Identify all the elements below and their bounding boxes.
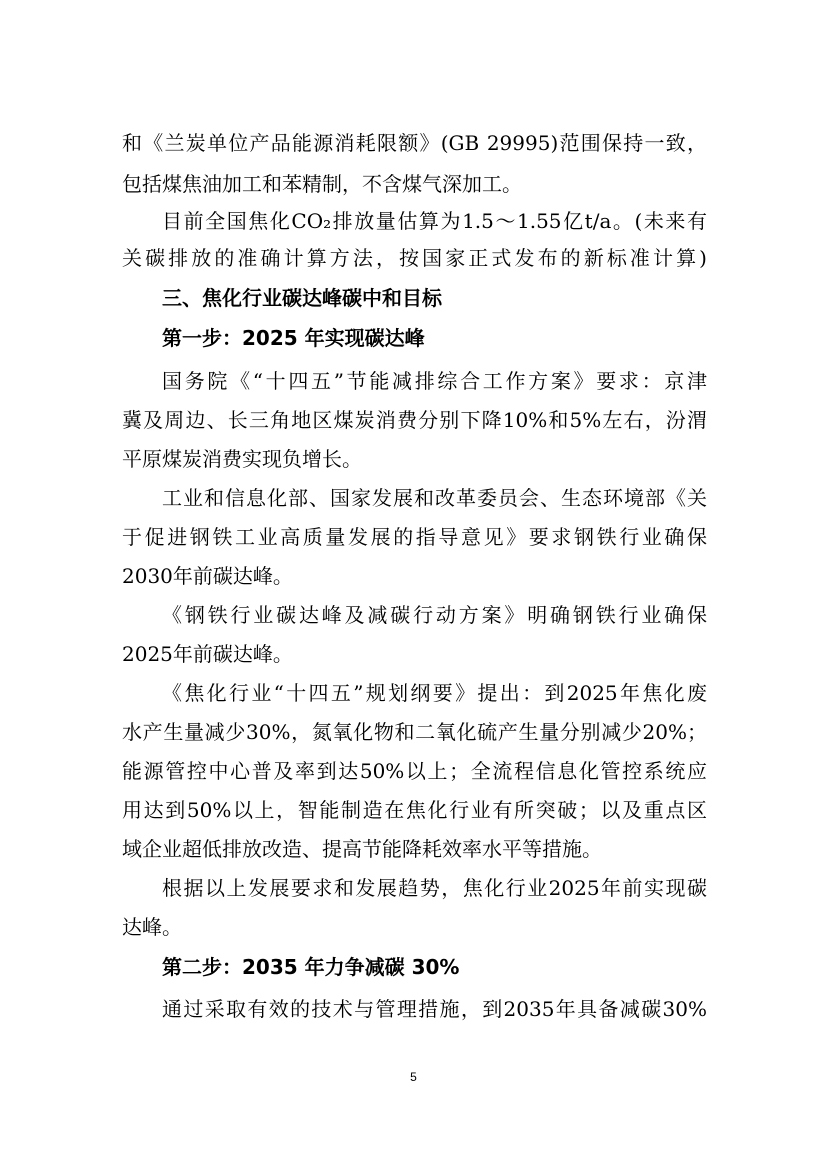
body-text-line: 和《兰炭单位产品能源消耗限额》(GB 29995)范围保持一致， xyxy=(122,131,707,155)
body-text-line: 用达到50%以上，智能制造在焦化行业有所突破；以及重点区 xyxy=(122,798,707,822)
body-text-line: 《焦化行业“十四五”规划纲要》提出：到2025年焦化废 xyxy=(162,681,707,705)
section-heading: 三、焦化行业碳达峰碳中和目标 xyxy=(162,286,442,310)
body-text-line: 于促进钢铁工业高质量发展的指导意见》要求钢铁行业确保 xyxy=(122,525,707,549)
body-text-line: 工业和信息化部、国家发展和改革委员会、生态环境部《关 xyxy=(162,486,707,510)
body-text-line: 《钢铁行业碳达峰及减碳行动方案》明确钢铁行业确保 xyxy=(162,603,707,627)
body-text-line: 通过采取有效的技术与管理措施，到2035年具备减碳30% xyxy=(162,997,707,1021)
body-text-line: 2025年前碳达峰。 xyxy=(122,642,293,666)
body-text-line: 根据以上发展要求和发展趋势，焦化行业2025年前实现碳 xyxy=(162,876,707,900)
body-text-line: 水产生量减少30%，氮氧化物和二氧化硫产生量分别减少20%； xyxy=(122,720,707,744)
body-text-line: 2030年前碳达峰。 xyxy=(122,564,293,588)
body-text-line: 国务院《“十四五”节能减排综合工作方案》要求：京津 xyxy=(162,369,707,393)
step-heading: 第一步：2025 年实现碳达峰 xyxy=(162,326,425,350)
step-heading: 第二步：2035 年力争减碳 30% xyxy=(162,955,460,979)
body-text-line: 能源管控中心普及率到达50%以上；全流程信息化管控系统应 xyxy=(122,759,707,783)
body-text-line: 达峰。 xyxy=(122,915,182,939)
body-text-line: 包括煤焦油加工和苯精制，不含煤气深加工。 xyxy=(122,172,522,196)
body-text-line: 关碳排放的准确计算方法，按国家正式发布的新标准计算) xyxy=(122,246,707,270)
body-text-line: 平原煤炭消费实现负增长。 xyxy=(122,447,362,471)
body-text-line: 冀及周边、长三角地区煤炭消费分别下降10%和5%左右，汾渭 xyxy=(122,408,707,432)
body-text-line: 域企业超低排放改造、提高节能降耗效率水平等措施。 xyxy=(122,837,602,861)
page-number: 5 xyxy=(410,1070,417,1084)
body-text-line: 目前全国焦化CO₂排放量估算为1.5～1.55亿t/a。(未来有 xyxy=(162,209,707,233)
